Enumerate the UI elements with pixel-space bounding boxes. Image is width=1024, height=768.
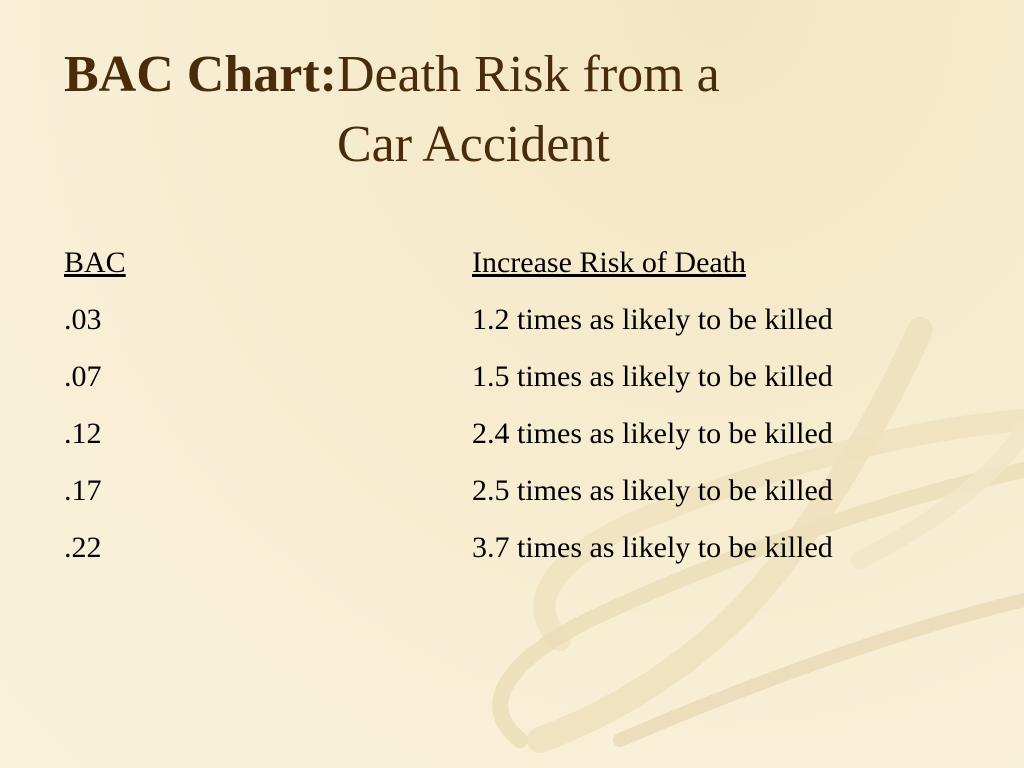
- bac-value: .03: [64, 303, 102, 336]
- slide-title: [64, 40, 720, 180]
- header-increase-risk: Increase Risk of Death: [472, 246, 747, 279]
- slide-title-bold: BAC Chart:: [64, 46, 337, 103]
- bac-value: .12: [64, 417, 102, 450]
- risk-value: 1.5 times as likely to be killed: [472, 360, 833, 393]
- bac-value: .17: [64, 474, 102, 507]
- table-row: [64, 294, 944, 351]
- slide-title-text: [337, 40, 720, 180]
- table-row: [64, 351, 944, 408]
- risk-value: 2.4 times as likely to be killed: [472, 417, 833, 450]
- bac-value: .22: [64, 531, 102, 564]
- table-header-row: [64, 237, 944, 294]
- risk-value: 3.7 times as likely to be killed: [472, 531, 833, 564]
- bac-risk-table: [64, 237, 944, 579]
- risk-value: 2.5 times as likely to be killed: [472, 474, 833, 507]
- table-row: [64, 408, 944, 465]
- slide-title-line-2: Car Accident: [336, 116, 610, 173]
- table-row: [64, 465, 944, 522]
- bac-value: .07: [64, 360, 102, 393]
- table-row: [64, 522, 944, 579]
- slide-title-line-1: Death Risk from a: [336, 46, 720, 103]
- risk-value: 1.2 times as likely to be killed: [472, 303, 833, 336]
- header-bac: BAC: [64, 246, 126, 279]
